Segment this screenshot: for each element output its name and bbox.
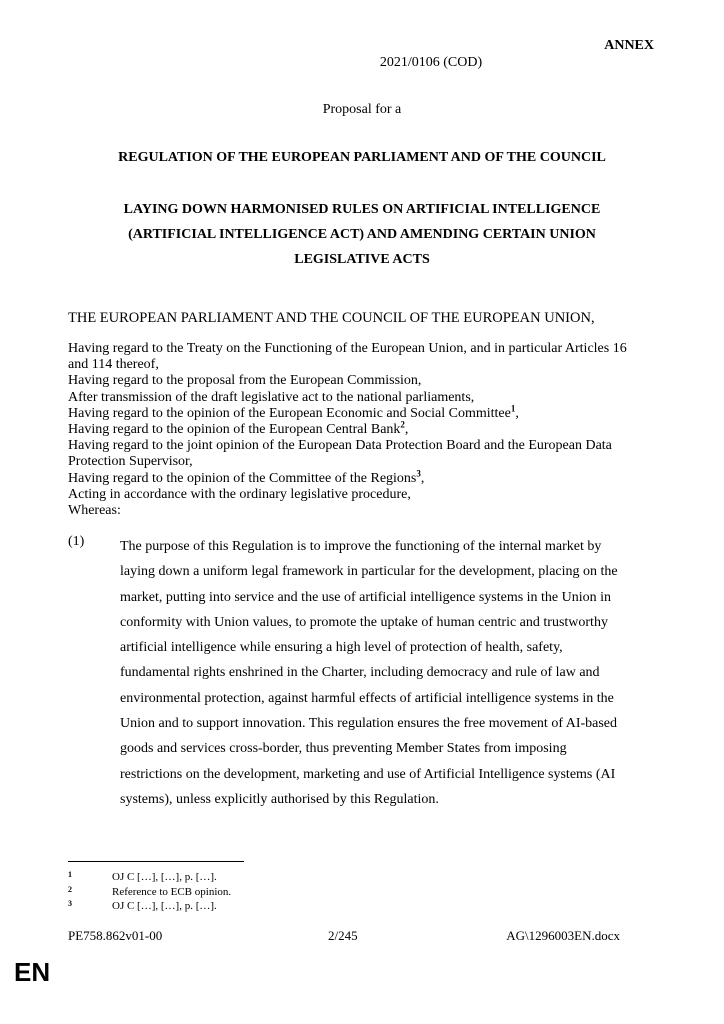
footnote-ref[interactable]: 3 <box>416 467 421 478</box>
subtitle-line: LEGISLATIVE ACTS <box>294 252 430 267</box>
recital-line: The purpose of this Regulation is to improve the functioning of the internal market by <box>120 539 602 554</box>
recital-text <box>120 534 645 812</box>
recital-line: laying down a uniform legal framework in particular for the development, placing on the <box>120 564 618 580</box>
citations-block <box>68 341 648 519</box>
footer-page-number: 2/245 <box>328 928 358 943</box>
subtitle-line: LAYING DOWN HARMONISED RULES ON ARTIFICIAL INTELLIGENCE <box>123 202 601 217</box>
recital-line: restrictions on the development, marketing and use of Artificial Intelligence systems (AI <box>120 766 616 782</box>
subtitle-line: (ARTIFICIAL INTELLIGENCE ACT) AND AMENDING CERTAIN UNION <box>128 227 596 242</box>
footnote-number: 3 <box>68 899 72 908</box>
citation-line: Whereas: <box>68 503 121 519</box>
citation-line: and 114 thereof, <box>68 357 159 373</box>
language-code: EN <box>14 957 51 987</box>
preamble-heading: THE EUROPEAN PARLIAMENT AND THE COUNCIL OF THE EUROPEAN UNION, <box>68 310 595 326</box>
procedure-number: 2021/0106 (COD) <box>379 55 483 70</box>
recital-line: fundamental rights enshrined in the Charter, including democracy and rule of law and <box>120 665 600 681</box>
recital-line: market, putting into service and the use of artificial intelligence systems in the Union in <box>120 589 612 605</box>
footnote-number: 2 <box>68 884 72 894</box>
footnote-text: OJ C […], […], p. […]. <box>112 871 217 883</box>
recital-line: systems), unless explicitly authorised by this Regulation. <box>120 791 439 807</box>
footnote-ref[interactable]: 1 <box>510 403 516 414</box>
footnote-separator <box>68 861 244 862</box>
footnote-text: Reference to ECB opinion. <box>112 885 232 898</box>
citation-line: Having regard to the proposal from the European Commission, <box>68 373 422 389</box>
recital-line: environmental protection, against harmful effects of artificial intelligence systems in the <box>120 690 614 706</box>
footnote-text: OJ C […], […], p. […]. <box>112 900 217 912</box>
proposal-label: Proposal for a <box>322 102 402 117</box>
citation-line: Having regard to the opinion of the European Economic and Social Committee$^1$, <box>68 403 519 421</box>
citation-line: Acting in accordance with the ordinary legislative procedure, <box>68 486 411 502</box>
citation-line: After transmission of the draft legislative act to the national parliaments, <box>68 389 475 405</box>
footer-doc-ref: PE758.862v01-00 <box>68 928 163 943</box>
annex-label: ANNEX <box>604 38 654 53</box>
recital-number: (1) <box>68 534 85 549</box>
citation-line: Having regard to the joint opinion of the European Data Protection Board and the European Data <box>68 438 612 454</box>
footnote-number: 1 <box>68 870 72 879</box>
recital-line: artificial intelligence while ensuring a high level of protection of health, safety, <box>120 640 563 656</box>
recital-line: conformity with Union values, to promote the uptake of human centric and trustworthy <box>120 614 608 630</box>
recital-line: goods and services cross-border, thus preventing Member States from imposing <box>120 741 567 757</box>
citation-line: Having regard to the Treaty on the Functioning of the European Union, and in particular Articles 16 <box>68 341 627 356</box>
footer-file-name: AG\1296003EN.docx <box>506 928 620 943</box>
recital-line: Union and to support innovation. This regulation ensures the free movement of AI-based <box>120 716 618 732</box>
footnote-ref[interactable]: 2 <box>400 419 405 430</box>
citation-line: Protection Supervisor, <box>68 454 193 470</box>
regulation-subtitle <box>0 197 724 272</box>
citation-line: Having regard to the opinion of the Committee of the Regions$^3$, <box>68 467 425 486</box>
regulation-title: REGULATION OF THE EUROPEAN PARLIAMENT AND OF THE COUNCIL <box>118 150 606 165</box>
citation-line: Having regard to the opinion of the European Central Bank$^2$, <box>68 419 409 438</box>
